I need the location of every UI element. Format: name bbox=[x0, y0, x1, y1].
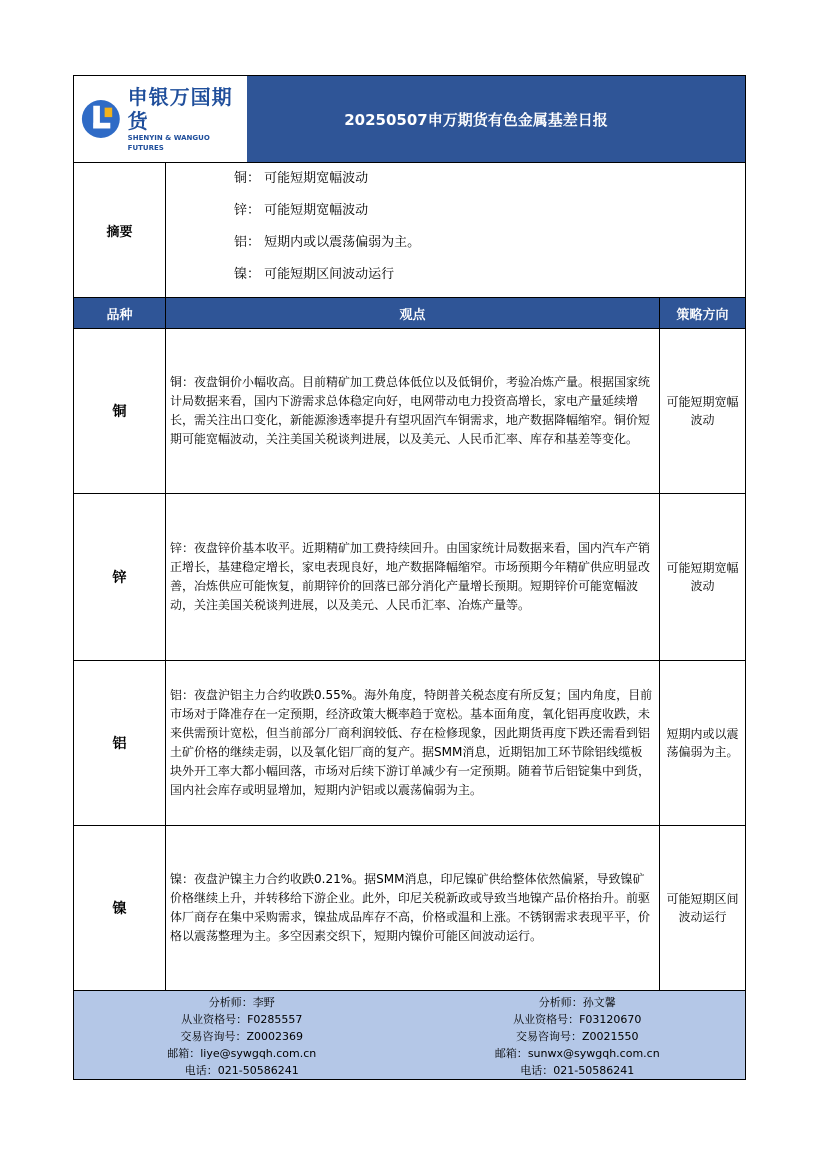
analyst-name: 李野 bbox=[252, 996, 275, 1009]
view-cell: 铝：夜盘沪铝主力合约收跌0.55%。海外角度，特朗普关税态度有所反复；国内角度，目前市场对于降准存在一定预期，经济政策大概率趋于宽松。基本面角度，氧化铝再度收跌，未来供需预计宽松，但当前部分厂商利润较低、存在检修现象，因此期货再度下跌还需看到铝土矿价格的继续走弱，以及氧化铝厂商的复产。据SMM消息，近期铝加工环节除铝线缆板块外开工率大都小幅回落，市场对后续下游订单减少有一定预期。随着节后铝锭集中到货，国内社会库存或明显增加，短期内沪铝或以震荡偏弱为主。 bbox=[166, 661, 660, 825]
view-cell: 镍：夜盘沪镍主力合约收跌0.21%。据SMM消息，印尼镍矿供给整体依然偏紧，导致镍矿价格继续上升，并转移给下游企业。此外，印尼关税新政或导致当地镍产品价格抬升。前驱体厂商存在集中采购需求，镍盐成品库存不高，价格或温和上涨。不锈钢需求表现平平，价格以震荡整理为主。多空因素交织下，短期内镍价可能区间波动运行。 bbox=[166, 826, 660, 990]
analyst-email[interactable]: sunwx@sywgqh.com.cn bbox=[527, 1047, 660, 1060]
table-row-nickel bbox=[74, 825, 745, 990]
logo-english-name: SHENYIN & WANGUO FUTURES bbox=[127, 134, 210, 152]
analyst-footer bbox=[74, 990, 745, 1079]
report-sheet bbox=[73, 75, 746, 1080]
strategy-cell: 可能短期宽幅波动 bbox=[666, 395, 739, 427]
analyst-cert-label: 从业资格号： bbox=[181, 1013, 248, 1026]
analyst-card bbox=[410, 994, 746, 1079]
analyst-consult: Z0021550 bbox=[581, 1030, 639, 1043]
table-header bbox=[74, 297, 745, 328]
report-header bbox=[74, 76, 745, 162]
variety-cell: 镍 bbox=[74, 826, 166, 990]
logo-mark-icon bbox=[80, 97, 122, 141]
view-cell: 锌：夜盘锌价基本收平。近期精矿加工费持续回升。由国家统计局数据来看，国内汽车产销正增长，基建稳定增长，家电表现良好，地产数据降幅缩窄。市场预期今年精矿供应明显改善，冶炼供应可能恢复，前期锌价的回落已部分消化产量增长预期。短期锌价可能宽幅波动，关注美国关税谈判进展，以及美元、人民币汇率、冶炼产量等。 bbox=[166, 494, 660, 660]
analyst-email-label: 邮箱： bbox=[494, 1047, 528, 1060]
analyst-name-label: 分析师： bbox=[208, 996, 253, 1009]
analyst-phone: 021-50586241 bbox=[217, 1064, 299, 1077]
variety-cell: 锌 bbox=[74, 494, 166, 660]
summary-line-zinc: 锌： 可能短期宽幅波动 bbox=[234, 203, 369, 218]
analyst-phone-label: 电话： bbox=[184, 1064, 218, 1077]
column-header-strategy: 策略方向 bbox=[676, 307, 729, 323]
analyst-phone: 021-50586241 bbox=[553, 1064, 635, 1077]
analyst-phone-label: 电话： bbox=[520, 1064, 554, 1077]
summary-line-nickel: 镍： 可能短期区间波动运行 bbox=[234, 267, 395, 282]
analyst-cert-label: 从业资格号： bbox=[513, 1013, 580, 1026]
analyst-consult-label: 交易咨询号： bbox=[180, 1030, 247, 1043]
analyst-consult: Z0002369 bbox=[246, 1030, 304, 1043]
strategy-cell: 短期内或以震荡偏弱为主。 bbox=[666, 727, 739, 759]
analyst-email-label: 邮箱： bbox=[167, 1047, 201, 1060]
summary-body bbox=[166, 163, 745, 297]
view-cell: 铜：夜盘铜价小幅收高。目前精矿加工费总体低位以及低铜价，考验冶炼产量。根据国家统计局数据来看，国内下游需求总体稳定向好，电网带动电力投资高增长，家电产量延续增长，需关注出口变化，新能源渗透率提升有望巩固汽车铜需求，地产数据降幅缩窄。铜价短期可能宽幅波动，关注美国关税谈判进展，以及美元、人民币汇率、库存和基差等变化。 bbox=[166, 329, 660, 493]
variety-cell: 铜 bbox=[74, 329, 166, 493]
company-logo bbox=[74, 76, 247, 162]
column-header-variety: 品种 bbox=[74, 298, 166, 328]
logo-chinese-name: 申银万国期货 bbox=[127, 85, 233, 133]
analyst-cert: F0285557 bbox=[247, 1013, 303, 1026]
analyst-email[interactable]: liye@sywgqh.com.cn bbox=[200, 1047, 317, 1060]
summary-line-aluminum: 铝： 短期内或以震荡偏弱为主。 bbox=[234, 235, 421, 250]
analyst-consult-label: 交易咨询号： bbox=[515, 1030, 582, 1043]
table-row-copper bbox=[74, 328, 745, 493]
report-title: 20250507申万期货有色金属基差日报 bbox=[344, 110, 608, 129]
summary-line-copper: 铜： 可能短期宽幅波动 bbox=[234, 171, 369, 186]
analyst-name: 孙文馨 bbox=[582, 996, 616, 1009]
analyst-card bbox=[74, 994, 410, 1079]
table-row-aluminum bbox=[74, 660, 745, 825]
strategy-cell: 可能短期区间波动运行 bbox=[666, 892, 739, 924]
summary-label: 摘要 bbox=[74, 163, 166, 297]
column-header-view: 观点 bbox=[166, 298, 660, 328]
strategy-cell: 可能短期宽幅波动 bbox=[666, 561, 739, 593]
summary-section bbox=[74, 162, 745, 297]
analyst-cert: F03120670 bbox=[579, 1013, 642, 1026]
analyst-name-label: 分析师： bbox=[538, 996, 583, 1009]
table-row-zinc bbox=[74, 493, 745, 660]
variety-cell: 铝 bbox=[74, 661, 166, 825]
